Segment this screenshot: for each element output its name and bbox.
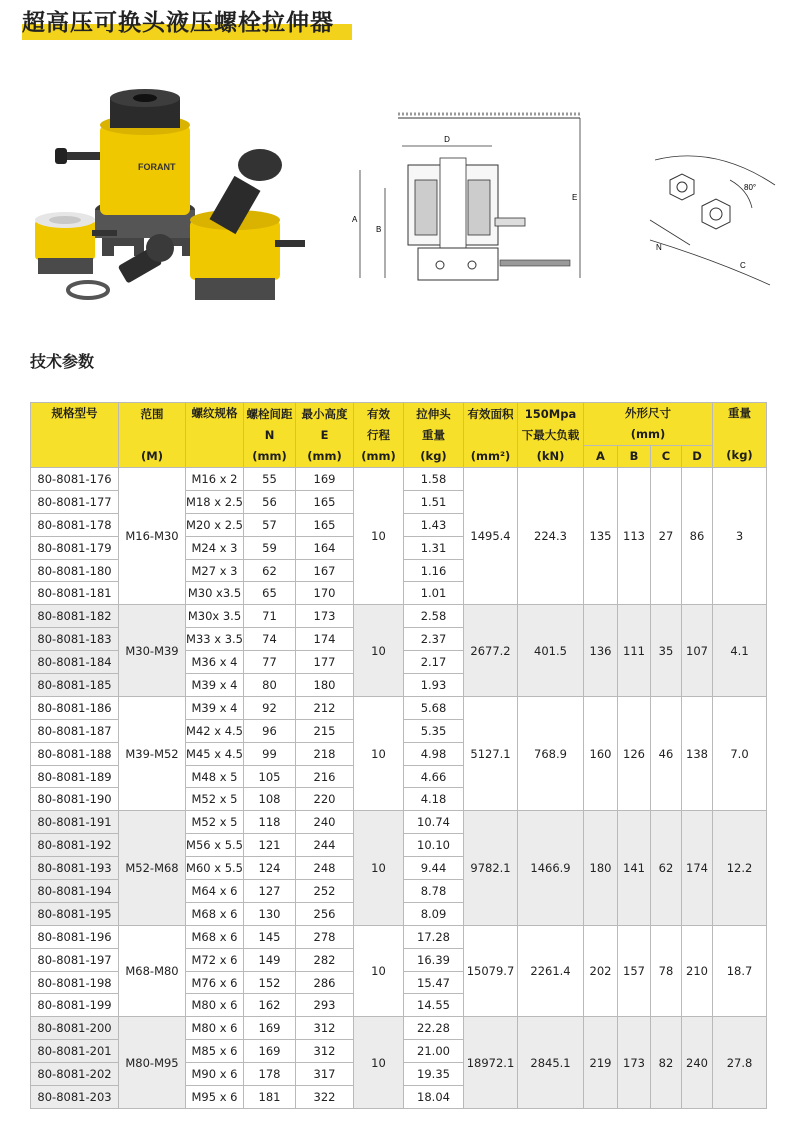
- spacing-cell: 118: [244, 811, 296, 834]
- section-heading: [30, 350, 94, 374]
- spacing-cell: 178: [244, 1063, 296, 1086]
- range-cell: M30-M39: [119, 605, 186, 697]
- head-weight-cell: 8.09: [404, 902, 464, 925]
- thread-cell: M48 x 5: [186, 765, 244, 788]
- head-weight-cell: 21.00: [404, 1040, 464, 1063]
- dim-a-cell: 135: [584, 468, 618, 605]
- min-height-cell: 286: [296, 971, 354, 994]
- min-height-cell: 177: [296, 651, 354, 674]
- spacing-cell: 121: [244, 834, 296, 857]
- thread-cell: M95 x 6: [186, 1086, 244, 1109]
- weight-cell: 18.7: [713, 925, 767, 1017]
- model-cell: 80-8081-189: [31, 765, 119, 788]
- thread-cell: M76 x 6: [186, 971, 244, 994]
- model-cell: 80-8081-179: [31, 536, 119, 559]
- range-cell: M39-M52: [119, 696, 186, 810]
- spacing-cell: 59: [244, 536, 296, 559]
- head-weight-cell: 1.93: [404, 674, 464, 697]
- spacing-cell: 80: [244, 674, 296, 697]
- stroke-cell: 10: [354, 468, 404, 605]
- col-dim-b: B: [618, 446, 651, 468]
- thread-cell: M16 x 2: [186, 468, 244, 491]
- min-height-cell: 293: [296, 994, 354, 1017]
- thread-cell: M45 x 4.5: [186, 742, 244, 765]
- dim-a-cell: 180: [584, 811, 618, 925]
- model-cell: 80-8081-187: [31, 719, 119, 742]
- thread-cell: M33 x 3.5: [186, 628, 244, 651]
- col-range: 范围: [140, 406, 164, 421]
- product-photo: [20, 80, 320, 320]
- svg-text:C: C: [740, 261, 746, 270]
- min-height-cell: 248: [296, 857, 354, 880]
- thread-cell: M60 x 5.5: [186, 857, 244, 880]
- thread-cell: M24 x 3: [186, 536, 244, 559]
- min-height-cell: 220: [296, 788, 354, 811]
- model-cell: 80-8081-194: [31, 880, 119, 903]
- range-cell: M68-M80: [119, 925, 186, 1017]
- section-drawing: [340, 100, 600, 290]
- dim-a-cell: 160: [584, 696, 618, 810]
- area-cell: 2677.2: [464, 605, 518, 697]
- dim-b-cell: 141: [618, 811, 651, 925]
- head-weight-cell: 5.68: [404, 696, 464, 719]
- head-weight-cell: 2.58: [404, 605, 464, 628]
- dim-d-cell: 107: [682, 605, 713, 697]
- min-height-cell: 278: [296, 925, 354, 948]
- thread-cell: M80 x 6: [186, 1017, 244, 1040]
- spacing-cell: 74: [244, 628, 296, 651]
- spacing-cell: 57: [244, 513, 296, 536]
- head-weight-cell: 2.17: [404, 651, 464, 674]
- col-stroke: 有效: [367, 406, 390, 421]
- table-row: [31, 1017, 767, 1040]
- min-height-cell: 212: [296, 696, 354, 719]
- col-area: 有效面积: [467, 406, 514, 421]
- head-weight-cell: 1.16: [404, 559, 464, 582]
- spacing-cell: 130: [244, 902, 296, 925]
- model-cell: 80-8081-202: [31, 1063, 119, 1086]
- area-cell: 1495.4: [464, 468, 518, 605]
- model-cell: 80-8081-196: [31, 925, 119, 948]
- weight-cell: 27.8: [713, 1017, 767, 1109]
- dim-d-cell: 138: [682, 696, 713, 810]
- spec-table-header: 规格型号 范围 (M) 螺纹规格 螺栓间距 N (mm) 最小高度 E (mm) 有效 行程 (mm) 拉伸头 重量 (kg) 有效面积 (mm²) 150Mpa 下最大负载 (kN) 外形尺寸 (mm) 重量 (kg) A B C D: [31, 403, 767, 468]
- dim-d-cell: 86: [682, 468, 713, 605]
- stroke-cell: 10: [354, 1017, 404, 1109]
- min-height-cell: 170: [296, 582, 354, 605]
- model-cell: 80-8081-197: [31, 948, 119, 971]
- model-cell: 80-8081-180: [31, 559, 119, 582]
- head-weight-cell: 14.55: [404, 994, 464, 1017]
- load-cell: 768.9: [518, 696, 584, 810]
- head-weight-cell: 2.37: [404, 628, 464, 651]
- load-cell: 2261.4: [518, 925, 584, 1017]
- model-cell: 80-8081-201: [31, 1040, 119, 1063]
- spacing-cell: 108: [244, 788, 296, 811]
- col-head-weight: 拉伸头: [416, 406, 451, 421]
- dim-b-cell: 113: [618, 468, 651, 605]
- model-cell: 80-8081-177: [31, 490, 119, 513]
- dim-b-cell: 126: [618, 696, 651, 810]
- bolt-spacing-drawing: [640, 150, 780, 290]
- spacing-cell: 181: [244, 1086, 296, 1109]
- svg-text:B: B: [376, 225, 382, 234]
- min-height-cell: 312: [296, 1017, 354, 1040]
- min-height-cell: 165: [296, 513, 354, 536]
- model-cell: 80-8081-191: [31, 811, 119, 834]
- model-cell: 80-8081-190: [31, 788, 119, 811]
- spacing-cell: 162: [244, 994, 296, 1017]
- head-weight-cell: 1.58: [404, 468, 464, 491]
- min-height-cell: 317: [296, 1063, 354, 1086]
- thread-cell: M30 x3.5: [186, 582, 244, 605]
- stroke-cell: 10: [354, 811, 404, 925]
- min-height-cell: 218: [296, 742, 354, 765]
- thread-cell: M64 x 6: [186, 880, 244, 903]
- min-height-cell: 252: [296, 880, 354, 903]
- min-height-cell: 216: [296, 765, 354, 788]
- min-height-cell: 240: [296, 811, 354, 834]
- area-cell: 18972.1: [464, 1017, 518, 1109]
- min-height-cell: 174: [296, 628, 354, 651]
- head-weight-cell: 9.44: [404, 857, 464, 880]
- range-cell: M80-M95: [119, 1017, 186, 1109]
- col-dimensions: 外形尺寸: [625, 406, 671, 420]
- head-weight-cell: 1.31: [404, 536, 464, 559]
- model-cell: 80-8081-176: [31, 468, 119, 491]
- head-weight-cell: 18.04: [404, 1086, 464, 1109]
- table-row: [31, 696, 767, 719]
- dim-d-cell: 210: [682, 925, 713, 1017]
- thread-cell: M52 x 5: [186, 811, 244, 834]
- head-weight-cell: 4.18: [404, 788, 464, 811]
- svg-text:E: E: [572, 193, 578, 202]
- dim-a-cell: 202: [584, 925, 618, 1017]
- col-min-height: 最小高度: [301, 406, 348, 421]
- table-row: [31, 811, 767, 834]
- spacing-cell: 55: [244, 468, 296, 491]
- model-cell: 80-8081-183: [31, 628, 119, 651]
- min-height-cell: 312: [296, 1040, 354, 1063]
- head-weight-cell: 10.74: [404, 811, 464, 834]
- spec-table: [30, 402, 767, 1109]
- head-weight-cell: 16.39: [404, 948, 464, 971]
- spacing-cell: 105: [244, 765, 296, 788]
- col-load: 150Mpa: [524, 406, 577, 421]
- area-cell: 15079.7: [464, 925, 518, 1017]
- spacing-cell: 62: [244, 559, 296, 582]
- weight-cell: 4.1: [713, 605, 767, 697]
- col-spacing: 螺栓间距: [246, 406, 293, 421]
- spacing-cell: 152: [244, 971, 296, 994]
- model-cell: 80-8081-198: [31, 971, 119, 994]
- col-dim-c: C: [651, 446, 682, 468]
- head-weight-cell: 5.35: [404, 719, 464, 742]
- spacing-cell: 169: [244, 1017, 296, 1040]
- dim-b-cell: 111: [618, 605, 651, 697]
- min-height-cell: 173: [296, 605, 354, 628]
- thread-cell: M85 x 6: [186, 1040, 244, 1063]
- head-weight-cell: 8.78: [404, 880, 464, 903]
- area-cell: 5127.1: [464, 696, 518, 810]
- thread-cell: M42 x 4.5: [186, 719, 244, 742]
- min-height-cell: 244: [296, 834, 354, 857]
- spacing-cell: 77: [244, 651, 296, 674]
- thread-cell: M27 x 3: [186, 559, 244, 582]
- min-height-cell: 215: [296, 719, 354, 742]
- col-thread: 螺纹规格: [191, 406, 238, 420]
- table-row: [31, 605, 767, 628]
- thread-cell: M30x 3.5: [186, 605, 244, 628]
- thread-cell: M80 x 6: [186, 994, 244, 1017]
- model-cell: 80-8081-199: [31, 994, 119, 1017]
- min-height-cell: 282: [296, 948, 354, 971]
- weight-cell: 12.2: [713, 811, 767, 925]
- spacing-cell: 149: [244, 948, 296, 971]
- load-cell: 401.5: [518, 605, 584, 697]
- min-height-cell: 164: [296, 536, 354, 559]
- head-weight-cell: 1.43: [404, 513, 464, 536]
- model-cell: 80-8081-182: [31, 605, 119, 628]
- dim-c-cell: 62: [651, 811, 682, 925]
- area-cell: 9782.1: [464, 811, 518, 925]
- spacing-cell: 65: [244, 582, 296, 605]
- load-cell: 2845.1: [518, 1017, 584, 1109]
- load-cell: 1466.9: [518, 811, 584, 925]
- table-row: [31, 925, 767, 948]
- spacing-cell: 145: [244, 925, 296, 948]
- min-height-cell: 256: [296, 902, 354, 925]
- svg-text:D: D: [444, 135, 450, 144]
- min-height-cell: 169: [296, 468, 354, 491]
- spacing-cell: 127: [244, 880, 296, 903]
- spec-table-body: [31, 468, 767, 1109]
- spacing-cell: 56: [244, 490, 296, 513]
- model-cell: 80-8081-178: [31, 513, 119, 536]
- tensioner-with-head-image: [190, 149, 305, 300]
- svg-text:A: A: [352, 215, 358, 224]
- thread-cell: M39 x 4: [186, 674, 244, 697]
- thread-cell: M72 x 6: [186, 948, 244, 971]
- load-cell: 224.3: [518, 468, 584, 605]
- head-weight-cell: 10.10: [404, 834, 464, 857]
- min-height-cell: 165: [296, 490, 354, 513]
- min-height-cell: 180: [296, 674, 354, 697]
- head-weight-cell: 15.47: [404, 971, 464, 994]
- dim-c-cell: 82: [651, 1017, 682, 1109]
- page-title-wrap: [22, 6, 334, 46]
- thread-cell: M68 x 6: [186, 902, 244, 925]
- spacing-cell: 99: [244, 742, 296, 765]
- thread-cell: M20 x 2.5: [186, 513, 244, 536]
- page-title: 超高压可换头液压螺栓拉伸器: [22, 10, 334, 36]
- head-weight-cell: 1.01: [404, 582, 464, 605]
- thread-cell: M90 x 6: [186, 1063, 244, 1086]
- range-cell: M52-M68: [119, 811, 186, 925]
- thread-cell: M36 x 4: [186, 651, 244, 674]
- dim-d-cell: 240: [682, 1017, 713, 1109]
- head-weight-cell: 4.98: [404, 742, 464, 765]
- model-cell: 80-8081-184: [31, 651, 119, 674]
- stroke-cell: 10: [354, 605, 404, 697]
- model-cell: 80-8081-193: [31, 857, 119, 880]
- dim-c-cell: 27: [651, 468, 682, 605]
- thread-cell: M56 x 5.5: [186, 834, 244, 857]
- col-weight: 重量: [728, 406, 751, 420]
- range-cell: M16-M30: [119, 468, 186, 605]
- col-dim-a: A: [584, 446, 618, 468]
- model-cell: 80-8081-181: [31, 582, 119, 605]
- stroke-cell: 10: [354, 696, 404, 810]
- stroke-cell: 10: [354, 925, 404, 1017]
- model-cell: 80-8081-203: [31, 1086, 119, 1109]
- dim-b-cell: 173: [618, 1017, 651, 1109]
- col-dim-d: D: [682, 446, 713, 468]
- model-cell: 80-8081-185: [31, 674, 119, 697]
- svg-text:80°: 80°: [744, 183, 757, 192]
- dim-b-cell: 157: [618, 925, 651, 1017]
- model-cell: 80-8081-186: [31, 696, 119, 719]
- dim-d-cell: 174: [682, 811, 713, 925]
- spacing-cell: 124: [244, 857, 296, 880]
- head-weight-cell: 1.51: [404, 490, 464, 513]
- model-cell: 80-8081-195: [31, 902, 119, 925]
- weight-cell: 3: [713, 468, 767, 605]
- dim-a-cell: 136: [584, 605, 618, 697]
- head-weight-cell: 22.28: [404, 1017, 464, 1040]
- dim-a-cell: 219: [584, 1017, 618, 1109]
- thread-cell: M18 x 2.5: [186, 490, 244, 513]
- svg-text:N: N: [656, 243, 662, 252]
- model-cell: 80-8081-192: [31, 834, 119, 857]
- table-row: [31, 468, 767, 491]
- head-weight-cell: 4.66: [404, 765, 464, 788]
- dim-c-cell: 46: [651, 696, 682, 810]
- col-model: 规格型号: [51, 406, 98, 420]
- thread-cell: M52 x 5: [186, 788, 244, 811]
- brand-logo: FORANT: [138, 162, 176, 172]
- model-cell: 80-8081-188: [31, 742, 119, 765]
- min-height-cell: 167: [296, 559, 354, 582]
- dim-c-cell: 35: [651, 605, 682, 697]
- spacing-cell: 92: [244, 696, 296, 719]
- weight-cell: 7.0: [713, 696, 767, 810]
- thread-cell: M39 x 4: [186, 696, 244, 719]
- head-weight-cell: 19.35: [404, 1063, 464, 1086]
- spacing-cell: 169: [244, 1040, 296, 1063]
- spacing-cell: 96: [244, 719, 296, 742]
- head-weight-cell: 17.28: [404, 925, 464, 948]
- model-cell: 80-8081-200: [31, 1017, 119, 1040]
- thread-cell: M68 x 6: [186, 925, 244, 948]
- spacing-cell: 71: [244, 605, 296, 628]
- min-height-cell: 322: [296, 1086, 354, 1109]
- section-title: 技术参数: [30, 352, 95, 371]
- dim-c-cell: 78: [651, 925, 682, 1017]
